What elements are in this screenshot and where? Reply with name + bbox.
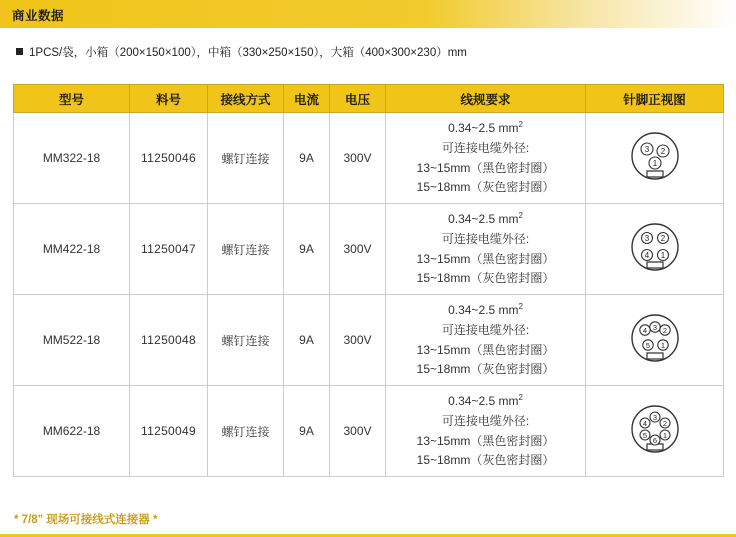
column-header-pinout: 针脚正视图 xyxy=(586,85,724,113)
cell-partno: 11250048 xyxy=(130,295,208,386)
table-body xyxy=(14,113,724,477)
cell-connection: 螺钉连接 xyxy=(208,386,284,477)
cell-partno: 11250046 xyxy=(130,113,208,204)
svg-text:2: 2 xyxy=(660,234,665,243)
cell-voltage: 300V xyxy=(330,113,386,204)
connector-face-6pin xyxy=(589,390,720,472)
wire-line-3: 13~15mm（黑色密封圈） xyxy=(416,251,555,266)
column-header-current: 电流 xyxy=(284,85,330,113)
wire-line-3: 13~15mm（黑色密封圈） xyxy=(416,160,555,175)
svg-text:1: 1 xyxy=(660,251,665,260)
cell-model: MM322-18 xyxy=(14,113,130,204)
svg-text:4: 4 xyxy=(644,251,649,260)
connector-face-3pin xyxy=(589,117,720,199)
table-row xyxy=(14,113,724,204)
connector-face-5pin xyxy=(589,299,720,381)
cell-connection: 螺钉连接 xyxy=(208,295,284,386)
svg-text:4: 4 xyxy=(642,326,647,335)
wire-line-2: 可连接电缆外径: xyxy=(441,231,530,246)
column-header-connection: 接线方式 xyxy=(208,85,284,113)
svg-text:1: 1 xyxy=(660,341,665,350)
wire-line-1: 0.34~2.5 $mm^2$ xyxy=(448,210,523,226)
bullet-icon xyxy=(16,48,23,55)
cell-current: 9A xyxy=(284,295,330,386)
packaging-note xyxy=(16,44,467,60)
cell-model: MM422-18 xyxy=(14,204,130,295)
cell-current: 9A xyxy=(284,204,330,295)
table-row xyxy=(14,204,724,295)
wire-line-3: 13~15mm（黑色密封圈） xyxy=(416,342,555,357)
cell-model: MM622-18 xyxy=(14,386,130,477)
connector-drawing-icon xyxy=(620,214,690,284)
table-row xyxy=(14,295,724,386)
svg-text:2: 2 xyxy=(660,147,665,156)
wire-line-4: 15~18mm（灰色密封圈） xyxy=(416,271,555,286)
cell-partno: 11250047 xyxy=(130,204,208,295)
cell-model: MM522-18 xyxy=(14,295,130,386)
svg-text:3: 3 xyxy=(652,323,657,332)
table-header-row xyxy=(14,85,724,113)
footer-note: * 7/8" 现场可接线式连接器 * xyxy=(14,514,158,526)
wire-line-2: 可连接电缆外径: xyxy=(441,322,530,337)
svg-text:2: 2 xyxy=(662,419,667,428)
packaging-note-text: 1PCS/袋，小箱（200×150×100），中箱（330×250×150），大箱（400×300×230）mm xyxy=(29,47,467,59)
svg-text:2: 2 xyxy=(662,326,667,335)
wire-line-4: 15~18mm（灰色密封圈） xyxy=(416,180,555,195)
connector-face-4pin xyxy=(589,208,720,290)
svg-text:3: 3 xyxy=(644,234,649,243)
wire-line-1: 0.34~2.5 $mm^2$ xyxy=(448,392,523,408)
column-header-voltage: 电压 xyxy=(330,85,386,113)
wire-line-2: 可连接电缆外径: xyxy=(441,413,530,428)
cell-pinout xyxy=(586,204,724,295)
svg-text:5: 5 xyxy=(642,431,647,440)
column-header-model: 型号 xyxy=(14,85,130,113)
page-title: 商业数据 xyxy=(12,9,65,23)
wire-line-1: 0.34~2.5 $mm^2$ xyxy=(448,301,523,317)
svg-text:4: 4 xyxy=(642,419,647,428)
cell-current: 9A xyxy=(284,113,330,204)
cell-current: 9A xyxy=(284,386,330,477)
svg-text:1: 1 xyxy=(662,431,667,440)
cell-wire-spec xyxy=(386,295,586,386)
cell-voltage: 300V xyxy=(330,386,386,477)
table-row xyxy=(14,386,724,477)
cell-pinout xyxy=(586,295,724,386)
cell-voltage: 300V xyxy=(330,204,386,295)
wire-line-3: 13~15mm（黑色密封圈） xyxy=(416,433,555,448)
connector-drawing-icon xyxy=(620,396,690,466)
specification-table xyxy=(13,84,724,477)
svg-text:3: 3 xyxy=(652,413,657,422)
cell-pinout xyxy=(586,386,724,477)
wire-line-4: 15~18mm（灰色密封圈） xyxy=(416,453,555,468)
svg-text:6: 6 xyxy=(652,436,657,445)
column-header-partno: 料号 xyxy=(130,85,208,113)
wire-line-1: 0.34~2.5 $mm^2$ xyxy=(448,119,523,135)
table-header xyxy=(14,85,724,113)
svg-text:1: 1 xyxy=(652,159,657,168)
wire-line-2: 可连接电缆外径: xyxy=(441,140,530,155)
cell-connection: 螺钉连接 xyxy=(208,204,284,295)
connector-drawing-icon xyxy=(620,305,690,375)
connector-drawing-icon xyxy=(620,123,690,193)
cell-pinout xyxy=(586,113,724,204)
cell-wire-spec xyxy=(386,386,586,477)
wire-line-4: 15~18mm（灰色密封圈） xyxy=(416,362,555,377)
header-band xyxy=(0,0,736,28)
cell-wire-spec xyxy=(386,113,586,204)
cell-voltage: 300V xyxy=(330,295,386,386)
svg-text:5: 5 xyxy=(645,341,650,350)
cell-connection: 螺钉连接 xyxy=(208,113,284,204)
svg-text:3: 3 xyxy=(644,145,649,154)
column-header-wire: 线规要求 xyxy=(386,85,586,113)
cell-wire-spec xyxy=(386,204,586,295)
cell-partno: 11250049 xyxy=(130,386,208,477)
